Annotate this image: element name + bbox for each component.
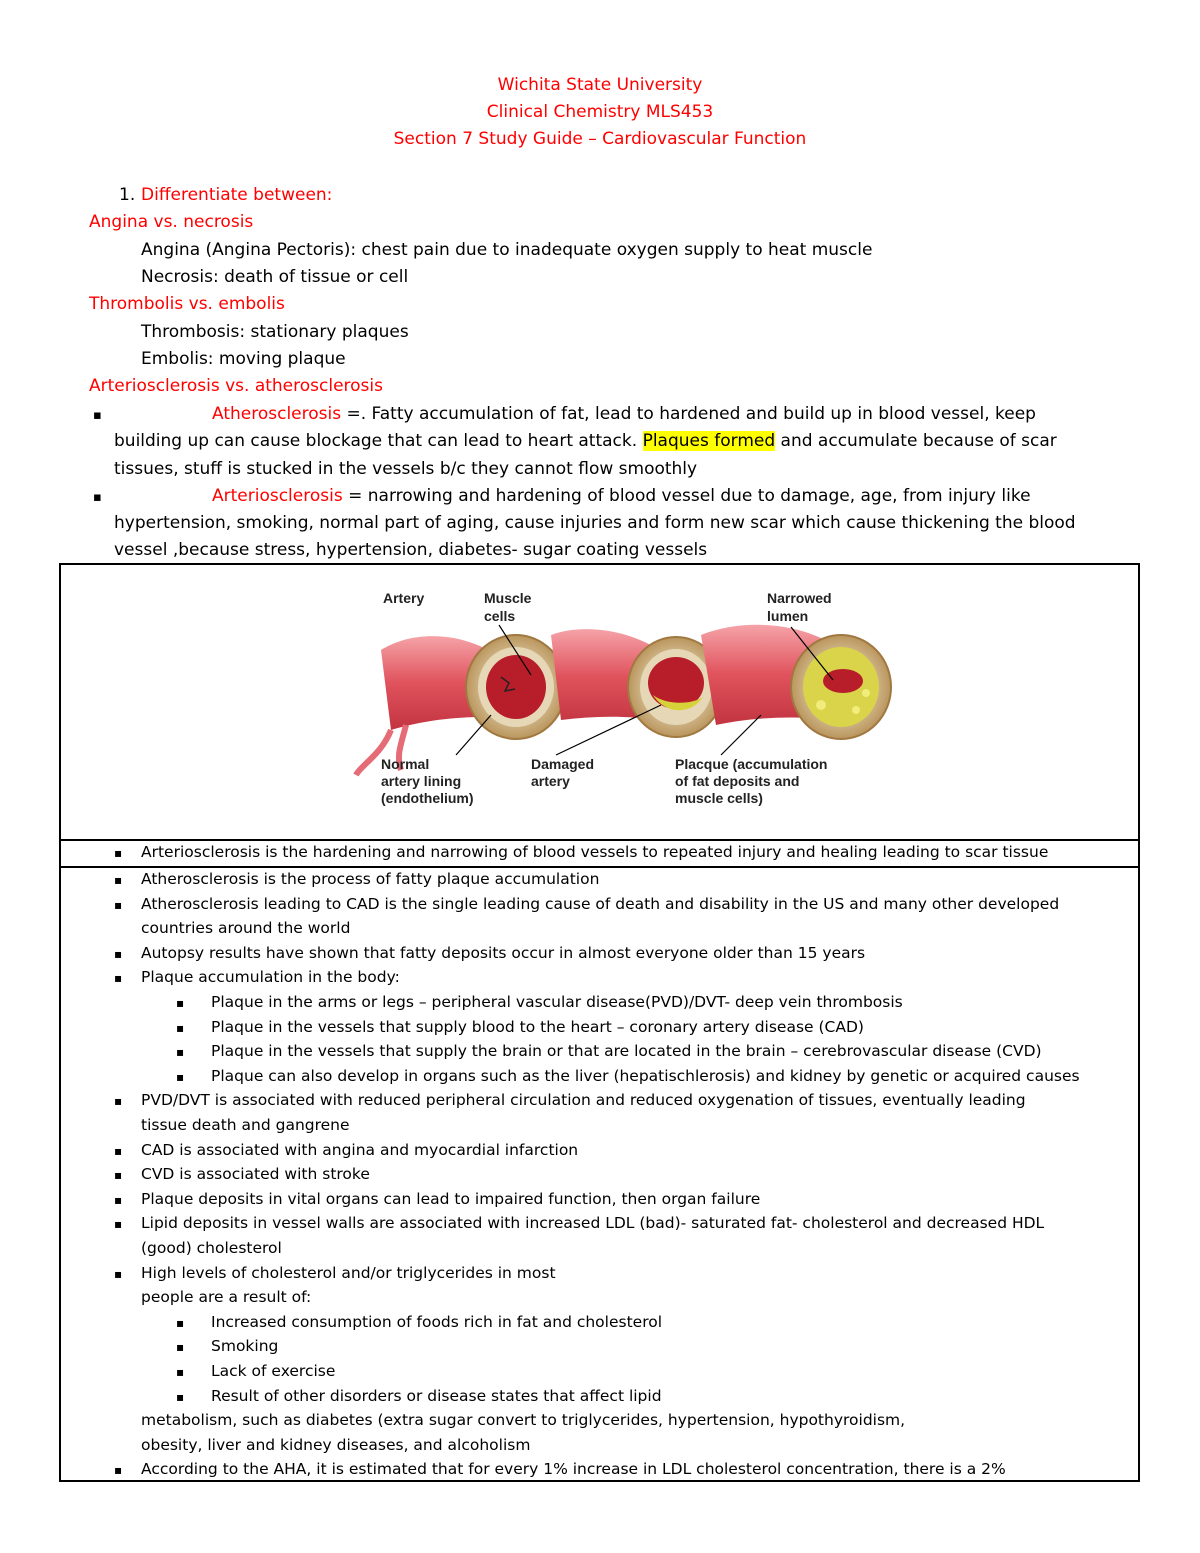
note-line: According to the AHA, it is estimated that for every 1% increase in LDL cholesterol concentration, there is a 2% <box>141 1460 1006 1479</box>
note-line: Atherosclerosis leading to CAD is the single leading cause of death and disability in the US and many other developed <box>141 894 1060 913</box>
note-line: countries around the world <box>141 919 351 938</box>
bullet-icon: ▪ <box>114 873 123 887</box>
embolis-definition: Embolis: moving plaque <box>141 349 346 369</box>
highlighted-plaques-formed: Plaques formed <box>642 431 776 451</box>
label-normal: Normal <box>381 756 430 772</box>
note-line: Plaque can also develop in organs such as the liver (hepatischlerosis) and kidney by genetic or acquired causes <box>211 1066 1080 1085</box>
note-line: Autopsy results have shown that fatty deposits occur in almost everyone older than 15 years <box>141 943 866 962</box>
label-fat-deposits: of fat deposits and <box>675 773 800 789</box>
note-line: Plaque accumulation in the body: <box>141 968 400 987</box>
arteriosclerosis-line-1 <box>212 483 1031 510</box>
label-narrowed: Narrowed <box>767 590 832 606</box>
note-line: Plaque in the arms or legs – peripheral vascular disease(PVD)/DVT- deep vein thrombosis <box>211 993 903 1011</box>
atherosclerosis-text-1: =. Fatty accumulation of fat, lead to hardened and build up in blood vessel, keep <box>341 404 1036 424</box>
bullet-icon: ▪ <box>176 1020 185 1035</box>
document-header <box>0 72 1200 153</box>
normal-artery-graphic <box>356 635 566 775</box>
atherosclerosis-line-3: tissues, stuff is stucked in the vessels b/c they cannot flow smoothly <box>114 459 698 479</box>
atherosclerosis-line-1 <box>212 401 1036 428</box>
note-line: obesity, liver and kidney diseases, and alcoholism <box>141 1435 531 1454</box>
bullet-icon: ▪ <box>176 1365 185 1379</box>
bullet-icon: ▪ <box>114 1168 123 1183</box>
note-line: (good) cholesterol <box>141 1239 282 1257</box>
summary-row-text: Arteriosclerosis is the hardening and narrowing of blood vessels to repeated injury and healing leading to scar tissue <box>141 843 1049 861</box>
note-line: Result of other disorders or disease states that affect lipid <box>211 1386 662 1405</box>
bullet-icon: ▪ <box>114 897 123 912</box>
bullet-icon: ▪ <box>114 1094 123 1109</box>
note-line: CAD is associated with angina and myocardial infarction <box>141 1140 579 1159</box>
bullet-icon: ▪ <box>114 1143 123 1158</box>
bullet-icon: ▪ <box>114 971 123 986</box>
note-line: PVD/DVT is associated with reduced peripheral circulation and reduced oxygenation of tissues, eventually leading <box>141 1091 1026 1110</box>
bullet-icon: ▪ <box>176 1389 185 1404</box>
note-line: Plaque deposits in vital organs can lead to impaired function, then organ failure <box>141 1189 761 1208</box>
angina-definition: Angina (Angina Pectoris): chest pain due to inadequate oxygen supply to heat muscle <box>141 240 873 260</box>
note-line: Lack of exercise <box>211 1362 336 1380</box>
label-artery: Artery <box>383 590 425 606</box>
arteriosclerosis-line-2: hypertension, smoking, normal part of aging, cause injuries and form new scar which cause thickening the blood <box>114 513 1076 533</box>
bullet-icon: ▪ <box>176 1069 185 1084</box>
label-cells: cells <box>484 608 516 624</box>
note-line: people are a result of: <box>141 1288 312 1307</box>
question-title: Differentiate between: <box>141 185 333 205</box>
question-number: 1. <box>119 185 136 205</box>
note-line: Smoking <box>211 1337 279 1356</box>
necrosis-definition: Necrosis: death of tissue or cell <box>141 267 409 287</box>
arteriosclerosis-text-1: = narrowing and hardening of blood vessel due to damage, age, from injury like <box>342 486 1031 506</box>
note-line: CVD is associated with stroke <box>141 1165 370 1184</box>
bullet-icon: ▪ <box>93 408 102 423</box>
bullet-icon: ▪ <box>114 846 123 860</box>
label-endothelium: (endothelium) <box>381 790 474 806</box>
pair-heading-arteriosclerosis: Arteriosclerosis vs. atherosclerosis <box>89 376 383 396</box>
damaged-artery-graphic <box>551 629 724 737</box>
note-line: Lipid deposits in vessel walls are associated with increased LDL (bad)- saturated fat- cholesterol and decreased HDL <box>141 1214 1045 1233</box>
figure-box <box>59 563 1140 841</box>
narrowed-artery-graphic <box>701 625 891 739</box>
label-muscle: Muscle <box>484 590 532 606</box>
university-title: Wichita State University <box>497 75 703 95</box>
bullet-icon: ▪ <box>114 1463 123 1478</box>
bullet-icon: ▪ <box>114 1266 123 1281</box>
bullet-icon: ▪ <box>176 1340 185 1355</box>
note-line: Plaque in the vessels that supply the brain or that are located in the brain – cerebrovascular disease (CVD) <box>211 1042 1042 1061</box>
bullet-icon: ▪ <box>114 1192 123 1207</box>
label-lumen: lumen <box>767 608 809 624</box>
atherosclerosis-term: Atherosclerosis <box>212 404 342 424</box>
course-title: Clinical Chemistry MLS453 <box>486 102 714 122</box>
bullet-icon: ▪ <box>176 1315 185 1330</box>
label-damaged-artery: artery <box>531 773 570 789</box>
bullet-icon: ▪ <box>176 1045 185 1060</box>
label-artery-lining: artery lining <box>381 773 462 789</box>
atherosclerosis-text-2a: building up can cause blockage that can lead to heart attack. <box>114 431 643 451</box>
note-line: Atherosclerosis is the process of fatty plaque accumulation <box>141 870 600 888</box>
atherosclerosis-text-2b: and accumulate because of scar <box>775 431 1057 451</box>
bullet-icon: ▪ <box>114 946 123 961</box>
note-line: metabolism, such as diabetes (extra sugar convert to triglycerides, hypertension, hypothyroidism, <box>141 1411 906 1430</box>
arteriosclerosis-term: Arteriosclerosis <box>212 486 343 506</box>
note-line: Increased consumption of foods rich in fat and cholesterol <box>211 1312 663 1331</box>
label-muscle-cells: muscle cells) <box>675 790 763 806</box>
thrombosis-definition: Thrombosis: stationary plaques <box>141 322 409 342</box>
label-placque: Placque (accumulation <box>675 756 828 772</box>
bullet-icon: ▪ <box>114 1217 123 1232</box>
pair-heading-angina: Angina vs. necrosis <box>89 212 254 232</box>
atherosclerosis-line-2 <box>114 428 1057 455</box>
pair-heading-thrombolis: Thrombolis vs. embolis <box>89 294 285 314</box>
bullet-icon: ▪ <box>93 490 102 505</box>
note-line: High levels of cholesterol and/or triglycerides in most <box>141 1263 556 1282</box>
bullet-icon: ▪ <box>176 996 185 1010</box>
arteriosclerosis-line-3: vessel ,because stress, hypertension, diabetes- sugar coating vessels <box>114 540 708 560</box>
artery-illustration <box>61 565 1138 839</box>
section-title: Section 7 Study Guide – Cardiovascular Function <box>393 129 807 149</box>
note-line: tissue death and gangrene <box>141 1116 350 1134</box>
note-line: Plaque in the vessels that supply blood to the heart – coronary artery disease (CAD) <box>211 1017 864 1036</box>
label-damaged: Damaged <box>531 756 595 772</box>
